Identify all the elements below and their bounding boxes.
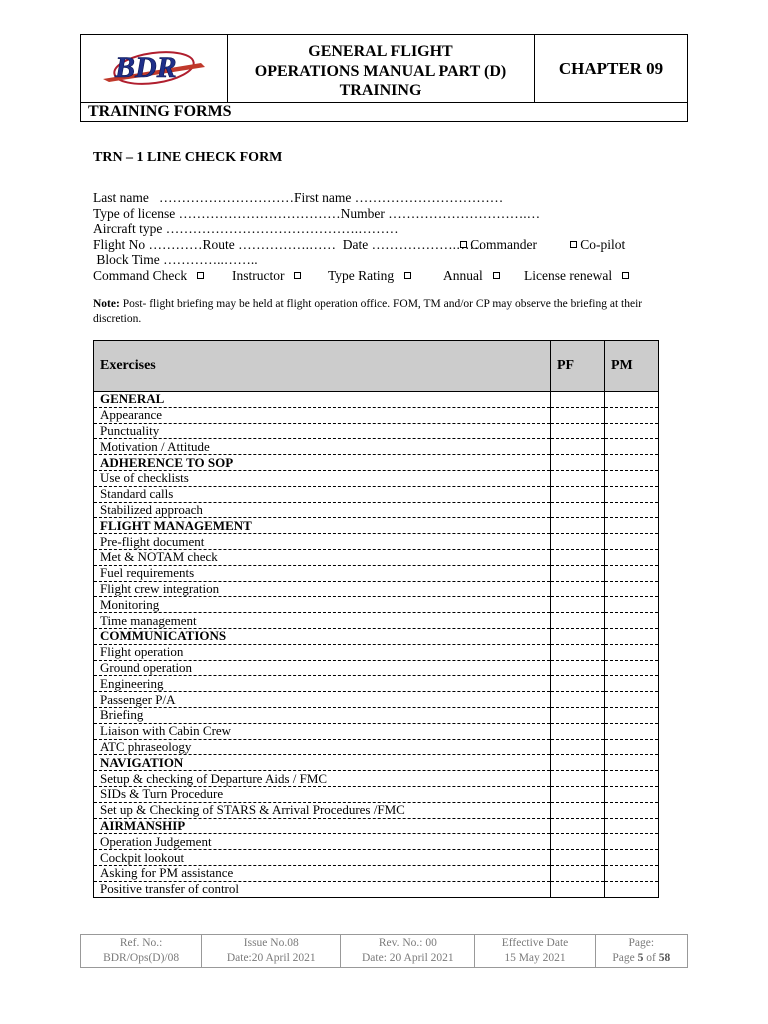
exercise-label: Asking for PM assistance xyxy=(94,865,551,881)
pf-cell[interactable] xyxy=(551,818,605,834)
pm-cell[interactable] xyxy=(605,802,659,818)
exercise-label: Motivation / Attitude xyxy=(94,439,551,455)
table-header-row xyxy=(94,341,659,392)
pf-cell[interactable] xyxy=(551,581,605,597)
instructor-checkbox[interactable] xyxy=(294,272,301,279)
exercise-label: Met & NOTAM check xyxy=(94,549,551,565)
pf-cell[interactable] xyxy=(551,834,605,850)
pf-cell[interactable] xyxy=(551,455,605,471)
table-category-row xyxy=(94,818,659,834)
table-category-row xyxy=(94,392,659,408)
pm-cell[interactable] xyxy=(605,518,659,534)
pm-cell[interactable] xyxy=(605,549,659,565)
table-row xyxy=(94,692,659,708)
pm-cell[interactable] xyxy=(605,392,659,408)
pm-cell[interactable] xyxy=(605,818,659,834)
footer-effective-cell xyxy=(475,935,595,967)
pf-cell[interactable] xyxy=(551,802,605,818)
annual-checkbox[interactable] xyxy=(493,272,500,279)
table-row xyxy=(94,613,659,629)
table-row xyxy=(94,423,659,439)
exercise-label: Punctuality xyxy=(94,423,551,439)
pm-cell[interactable] xyxy=(605,407,659,423)
company-logo-cell xyxy=(81,35,228,102)
command-check-checkbox[interactable] xyxy=(197,272,204,279)
exercise-label: ATC phraseology xyxy=(94,739,551,755)
annual-label: Annual xyxy=(443,267,483,283)
table-row xyxy=(94,834,659,850)
pm-cell[interactable] xyxy=(605,534,659,550)
pf-cell[interactable] xyxy=(551,771,605,787)
issue-date: Date:20 April 2021 xyxy=(226,952,316,964)
table-row xyxy=(94,723,659,739)
exercise-label: Appearance xyxy=(94,407,551,423)
copilot-label: Co-pilot xyxy=(580,236,626,252)
document-footer xyxy=(80,934,688,968)
pm-cell[interactable] xyxy=(605,439,659,455)
commander-label: Commander xyxy=(470,236,537,252)
pm-cell[interactable] xyxy=(605,707,659,723)
pf-cell[interactable] xyxy=(551,613,605,629)
exercise-label: Stabilized approach xyxy=(94,502,551,518)
table-row xyxy=(94,470,659,486)
exercise-label: Engineering xyxy=(94,676,551,692)
category-label: ADHERENCE TO SOP xyxy=(94,455,551,471)
instructor-label: Instructor xyxy=(232,267,285,283)
name-fields[interactable]: Last name …………………………First name …………………………… xyxy=(93,190,504,205)
manual-title-line-1: GENERAL FLIGHT xyxy=(308,43,453,60)
pf-header: PF xyxy=(551,341,605,392)
exercise-label: Ground operation xyxy=(94,660,551,676)
ref-value: BDR/Ops(D)/08 xyxy=(103,952,180,964)
table-row xyxy=(94,881,659,897)
pm-cell[interactable] xyxy=(605,865,659,881)
table-row xyxy=(94,486,659,502)
table-row xyxy=(94,660,659,676)
type-rating-checkbox[interactable] xyxy=(404,272,411,279)
pm-cell[interactable] xyxy=(605,755,659,771)
pf-cell[interactable] xyxy=(551,707,605,723)
manual-title-line-3: TRAINING xyxy=(339,82,422,99)
pm-cell[interactable] xyxy=(605,423,659,439)
command-check-label: Command Check xyxy=(93,267,188,283)
pf-cell[interactable] xyxy=(551,739,605,755)
category-label: GENERAL xyxy=(94,392,551,408)
effective-label: Effective Date xyxy=(501,937,569,949)
pf-cell[interactable] xyxy=(551,850,605,866)
pf-cell[interactable] xyxy=(551,439,605,455)
exercise-label: Monitoring xyxy=(94,597,551,613)
effective-date: 15 May 2021 xyxy=(504,952,566,964)
manual-title-line-2: OPERATIONS MANUAL PART (D) xyxy=(254,62,507,80)
license-renewal-checkbox[interactable] xyxy=(622,272,629,279)
rev-label: Rev. No.: 00 xyxy=(378,937,437,949)
pm-cell[interactable] xyxy=(605,786,659,802)
pf-cell[interactable] xyxy=(551,486,605,502)
form-fields xyxy=(93,190,626,283)
issue-label: Issue No.08 xyxy=(243,937,299,949)
ref-label: Ref. No.: xyxy=(119,937,163,949)
exercise-label: Passenger P/A xyxy=(94,692,551,708)
pm-cell[interactable] xyxy=(605,739,659,755)
table-row xyxy=(94,865,659,881)
table-row xyxy=(94,802,659,818)
page-number: Page 5 of 58 xyxy=(612,952,671,964)
table-category-row xyxy=(94,628,659,644)
license-renewal-label: License renewal xyxy=(524,267,613,283)
table-row xyxy=(94,850,659,866)
table-row xyxy=(94,597,659,613)
pf-cell[interactable] xyxy=(551,786,605,802)
logo-text: BDR xyxy=(115,51,177,84)
pf-cell[interactable] xyxy=(551,407,605,423)
table-row xyxy=(94,676,659,692)
license-fields[interactable]: Type of license ………………………………Number ………………………….… xyxy=(93,205,541,221)
briefing-note xyxy=(93,297,683,326)
pf-cell[interactable] xyxy=(551,692,605,708)
note-label: Note: xyxy=(93,298,120,310)
category-label: COMMUNICATIONS xyxy=(94,628,551,644)
table-row xyxy=(94,581,659,597)
pm-cell[interactable] xyxy=(605,597,659,613)
pm-header: PM xyxy=(605,341,659,392)
pf-cell[interactable] xyxy=(551,549,605,565)
table-row xyxy=(94,644,659,660)
exercise-label: Positive transfer of control xyxy=(94,881,551,897)
exercise-label: Use of checklists xyxy=(94,470,551,486)
exercises-table xyxy=(93,340,659,898)
category-label: FLIGHT MANAGEMENT xyxy=(94,518,551,534)
pf-cell[interactable] xyxy=(551,628,605,644)
pf-cell[interactable] xyxy=(551,644,605,660)
exercise-label: Time management xyxy=(94,613,551,629)
footer-ref-cell xyxy=(81,935,202,967)
exercises-body xyxy=(94,392,659,898)
exercises-header: Exercises xyxy=(94,341,551,392)
pf-cell[interactable] xyxy=(551,565,605,581)
table-row xyxy=(94,771,659,787)
chapter-label: CHAPTER 09 xyxy=(558,58,664,78)
footer-rev-cell xyxy=(341,935,475,967)
exercise-label: Flight crew integration xyxy=(94,581,551,597)
table-row xyxy=(94,739,659,755)
pm-cell[interactable] xyxy=(605,470,659,486)
form-title: TRN – 1 LINE CHECK FORM xyxy=(93,150,283,165)
pm-cell[interactable] xyxy=(605,834,659,850)
exercise-label: Setup & checking of Departure Aids / FMC xyxy=(94,771,551,787)
table-row xyxy=(94,707,659,723)
pm-cell[interactable] xyxy=(605,486,659,502)
pm-cell[interactable] xyxy=(605,676,659,692)
bdr-logo xyxy=(81,35,227,102)
note-text: Post- flight briefing may be held at flight operation office. FOM, TM and/or CP may observe the briefing at their discretion. xyxy=(93,298,643,325)
flight-route-date-fields[interactable]: Flight No …………Route …………….…… Date ……………….…… xyxy=(93,236,483,252)
footer-issue-cell xyxy=(202,935,341,967)
exercise-label: Standard calls xyxy=(94,486,551,502)
pm-cell[interactable] xyxy=(605,881,659,897)
pf-cell[interactable] xyxy=(551,865,605,881)
exercise-label: Liaison with Cabin Crew xyxy=(94,723,551,739)
pm-cell[interactable] xyxy=(605,502,659,518)
page-label: Page: xyxy=(628,937,655,949)
document-header xyxy=(80,34,688,122)
aircraft-type-field[interactable]: Aircraft type …………………………………….……… xyxy=(93,221,399,236)
table-row xyxy=(94,565,659,581)
pm-cell[interactable] xyxy=(605,581,659,597)
pm-cell[interactable] xyxy=(605,644,659,660)
copilot-checkbox[interactable] xyxy=(570,241,577,248)
exercise-label: Flight operation xyxy=(94,644,551,660)
pm-cell[interactable] xyxy=(605,565,659,581)
pm-cell[interactable] xyxy=(605,771,659,787)
pm-cell[interactable] xyxy=(605,692,659,708)
pf-cell[interactable] xyxy=(551,676,605,692)
manual-title xyxy=(227,35,535,102)
table-row xyxy=(94,534,659,550)
exercise-label: Fuel requirements xyxy=(94,565,551,581)
pm-cell[interactable] xyxy=(605,723,659,739)
category-label: AIRMANSHIP xyxy=(94,818,551,834)
table-row xyxy=(94,439,659,455)
section-title: TRAINING FORMS xyxy=(81,102,687,122)
footer-page-cell xyxy=(596,935,687,967)
pf-cell[interactable] xyxy=(551,534,605,550)
pf-cell[interactable] xyxy=(551,470,605,486)
pm-cell[interactable] xyxy=(605,628,659,644)
exercise-label: Set up & Checking of STARS & Arrival Procedures /FMC xyxy=(94,802,551,818)
table-category-row xyxy=(94,755,659,771)
exercise-label: Cockpit lookout xyxy=(94,850,551,866)
rev-date: Date: 20 April 2021 xyxy=(362,952,454,964)
type-rating-label: Type Rating xyxy=(328,267,395,283)
table-row xyxy=(94,407,659,423)
pf-cell[interactable] xyxy=(551,597,605,613)
pm-cell[interactable] xyxy=(605,660,659,676)
pf-cell[interactable] xyxy=(551,755,605,771)
pf-cell[interactable] xyxy=(551,518,605,534)
block-time-field[interactable]: Block Time …………..…….. xyxy=(93,252,258,267)
exercise-label: Operation Judgement xyxy=(94,834,551,850)
category-label: NAVIGATION xyxy=(94,755,551,771)
exercise-label: Pre-flight document xyxy=(94,534,551,550)
pf-cell[interactable] xyxy=(551,723,605,739)
pf-cell[interactable] xyxy=(551,502,605,518)
table-row xyxy=(94,549,659,565)
pf-cell[interactable] xyxy=(551,392,605,408)
pm-cell[interactable] xyxy=(605,850,659,866)
pm-cell[interactable] xyxy=(605,613,659,629)
exercise-label: SIDs & Turn Procedure xyxy=(94,786,551,802)
exercise-label: Briefing xyxy=(94,707,551,723)
table-category-row xyxy=(94,518,659,534)
table-row xyxy=(94,502,659,518)
pm-cell[interactable] xyxy=(605,455,659,471)
table-row xyxy=(94,786,659,802)
pf-cell[interactable] xyxy=(551,881,605,897)
pf-cell[interactable] xyxy=(551,660,605,676)
pf-cell[interactable] xyxy=(551,423,605,439)
table-category-row xyxy=(94,455,659,471)
